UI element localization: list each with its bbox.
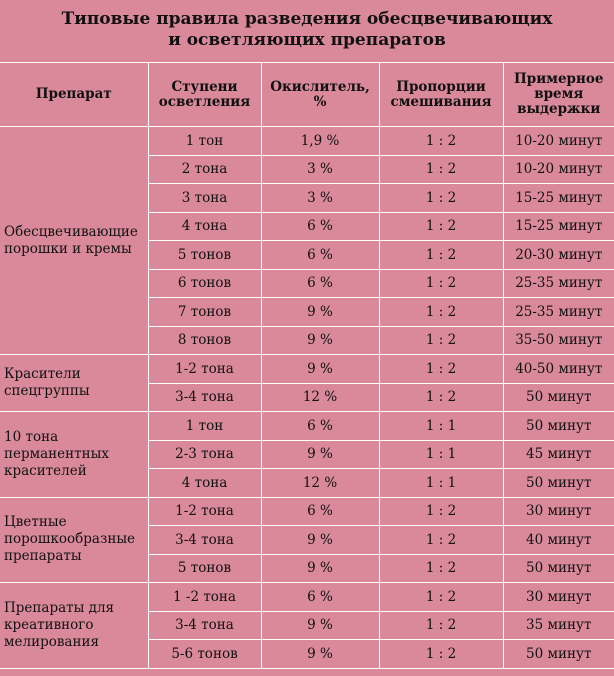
time-cell: 35 минут [503, 611, 614, 640]
header-row [0, 63, 614, 127]
group-name-cell: Обесцвечивающие порошки и кремы [0, 127, 148, 355]
ratio-cell: 1 : 2 [379, 526, 503, 555]
steps-cell: 5 тонов [148, 554, 261, 583]
oxidizer-cell: 9 % [261, 640, 379, 669]
header-ratio: Пропорции смешивания [379, 63, 503, 127]
time-cell: 50 минут [503, 640, 614, 669]
ratio-cell: 1 : 2 [379, 326, 503, 355]
oxidizer-cell: 6 % [261, 583, 379, 612]
time-cell: 30 минут [503, 583, 614, 612]
ratio-cell: 1 : 2 [379, 298, 503, 327]
table-row [0, 583, 614, 612]
time-cell: 45 минут [503, 440, 614, 469]
header-time: Примерное время выдержки [503, 63, 614, 127]
steps-cell: 3-4 тона [148, 383, 261, 412]
oxidizer-cell: 3 % [261, 184, 379, 213]
steps-cell: 4 тона [148, 469, 261, 498]
oxidizer-cell: 9 % [261, 526, 379, 555]
time-cell: 25-35 минут [503, 269, 614, 298]
oxidizer-cell: 9 % [261, 554, 379, 583]
table-body [0, 127, 614, 669]
group-name-cell: Препараты для креативного мелирования [0, 583, 148, 669]
time-cell: 40 минут [503, 526, 614, 555]
group-name-cell: 10 тона перманентных красителей [0, 412, 148, 498]
time-cell: 40-50 минут [503, 355, 614, 384]
steps-cell: 3-4 тона [148, 526, 261, 555]
oxidizer-cell: 1,9 % [261, 127, 379, 156]
time-cell: 10-20 минут [503, 155, 614, 184]
time-cell: 50 минут [503, 554, 614, 583]
time-cell: 50 минут [503, 469, 614, 498]
steps-cell: 2-3 тона [148, 440, 261, 469]
oxidizer-cell: 12 % [261, 383, 379, 412]
oxidizer-cell: 3 % [261, 155, 379, 184]
table-row [0, 497, 614, 526]
oxidizer-cell: 6 % [261, 269, 379, 298]
ratio-cell: 1 : 2 [379, 611, 503, 640]
steps-cell: 4 тона [148, 212, 261, 241]
group-name-cell: Цветные порошкообразные препараты [0, 497, 148, 583]
ratio-cell: 1 : 2 [379, 640, 503, 669]
time-cell: 15-25 минут [503, 184, 614, 213]
oxidizer-cell: 9 % [261, 298, 379, 327]
steps-cell: 5-6 тонов [148, 640, 261, 669]
steps-cell: 1 -2 тона [148, 583, 261, 612]
title-line-2: и осветляющих препаратов [168, 30, 446, 50]
page-title [0, 0, 614, 60]
steps-cell: 3-4 тона [148, 611, 261, 640]
steps-cell: 5 тонов [148, 241, 261, 270]
steps-cell: 1-2 тона [148, 355, 261, 384]
dilution-table [0, 62, 614, 669]
ratio-cell: 1 : 2 [379, 554, 503, 583]
oxidizer-cell: 9 % [261, 611, 379, 640]
table-row [0, 127, 614, 156]
ratio-cell: 1 : 2 [379, 127, 503, 156]
steps-cell: 6 тонов [148, 269, 261, 298]
table-row [0, 412, 614, 441]
ratio-cell: 1 : 2 [379, 155, 503, 184]
time-cell: 25-35 минут [503, 298, 614, 327]
time-cell: 50 минут [503, 412, 614, 441]
steps-cell: 7 тонов [148, 298, 261, 327]
time-cell: 30 минут [503, 497, 614, 526]
steps-cell: 3 тона [148, 184, 261, 213]
header-steps: Ступени осветления [148, 63, 261, 127]
oxidizer-cell: 6 % [261, 212, 379, 241]
oxidizer-cell: 9 % [261, 355, 379, 384]
ratio-cell: 1 : 2 [379, 241, 503, 270]
ratio-cell: 1 : 2 [379, 583, 503, 612]
time-cell: 20-30 минут [503, 241, 614, 270]
header-oxidizer: Окислитель, % [261, 63, 379, 127]
oxidizer-cell: 9 % [261, 440, 379, 469]
time-cell: 50 минут [503, 383, 614, 412]
oxidizer-cell: 6 % [261, 412, 379, 441]
steps-cell: 2 тона [148, 155, 261, 184]
time-cell: 15-25 минут [503, 212, 614, 241]
oxidizer-cell: 12 % [261, 469, 379, 498]
ratio-cell: 1 : 1 [379, 469, 503, 498]
group-name-cell: Красители спецгруппы [0, 355, 148, 412]
steps-cell: 1 тон [148, 412, 261, 441]
time-cell: 10-20 минут [503, 127, 614, 156]
steps-cell: 1-2 тона [148, 497, 261, 526]
ratio-cell: 1 : 1 [379, 440, 503, 469]
oxidizer-cell: 9 % [261, 326, 379, 355]
ratio-cell: 1 : 2 [379, 355, 503, 384]
header-prep: Препарат [0, 63, 148, 127]
title-line-1: Типовые правила разведения обесцвечивающих [61, 9, 553, 29]
ratio-cell: 1 : 2 [379, 212, 503, 241]
steps-cell: 1 тон [148, 127, 261, 156]
table-row [0, 355, 614, 384]
oxidizer-cell: 6 % [261, 241, 379, 270]
oxidizer-cell: 6 % [261, 497, 379, 526]
ratio-cell: 1 : 2 [379, 383, 503, 412]
ratio-cell: 1 : 2 [379, 184, 503, 213]
ratio-cell: 1 : 2 [379, 269, 503, 298]
steps-cell: 8 тонов [148, 326, 261, 355]
time-cell: 35-50 минут [503, 326, 614, 355]
ratio-cell: 1 : 2 [379, 497, 503, 526]
ratio-cell: 1 : 1 [379, 412, 503, 441]
